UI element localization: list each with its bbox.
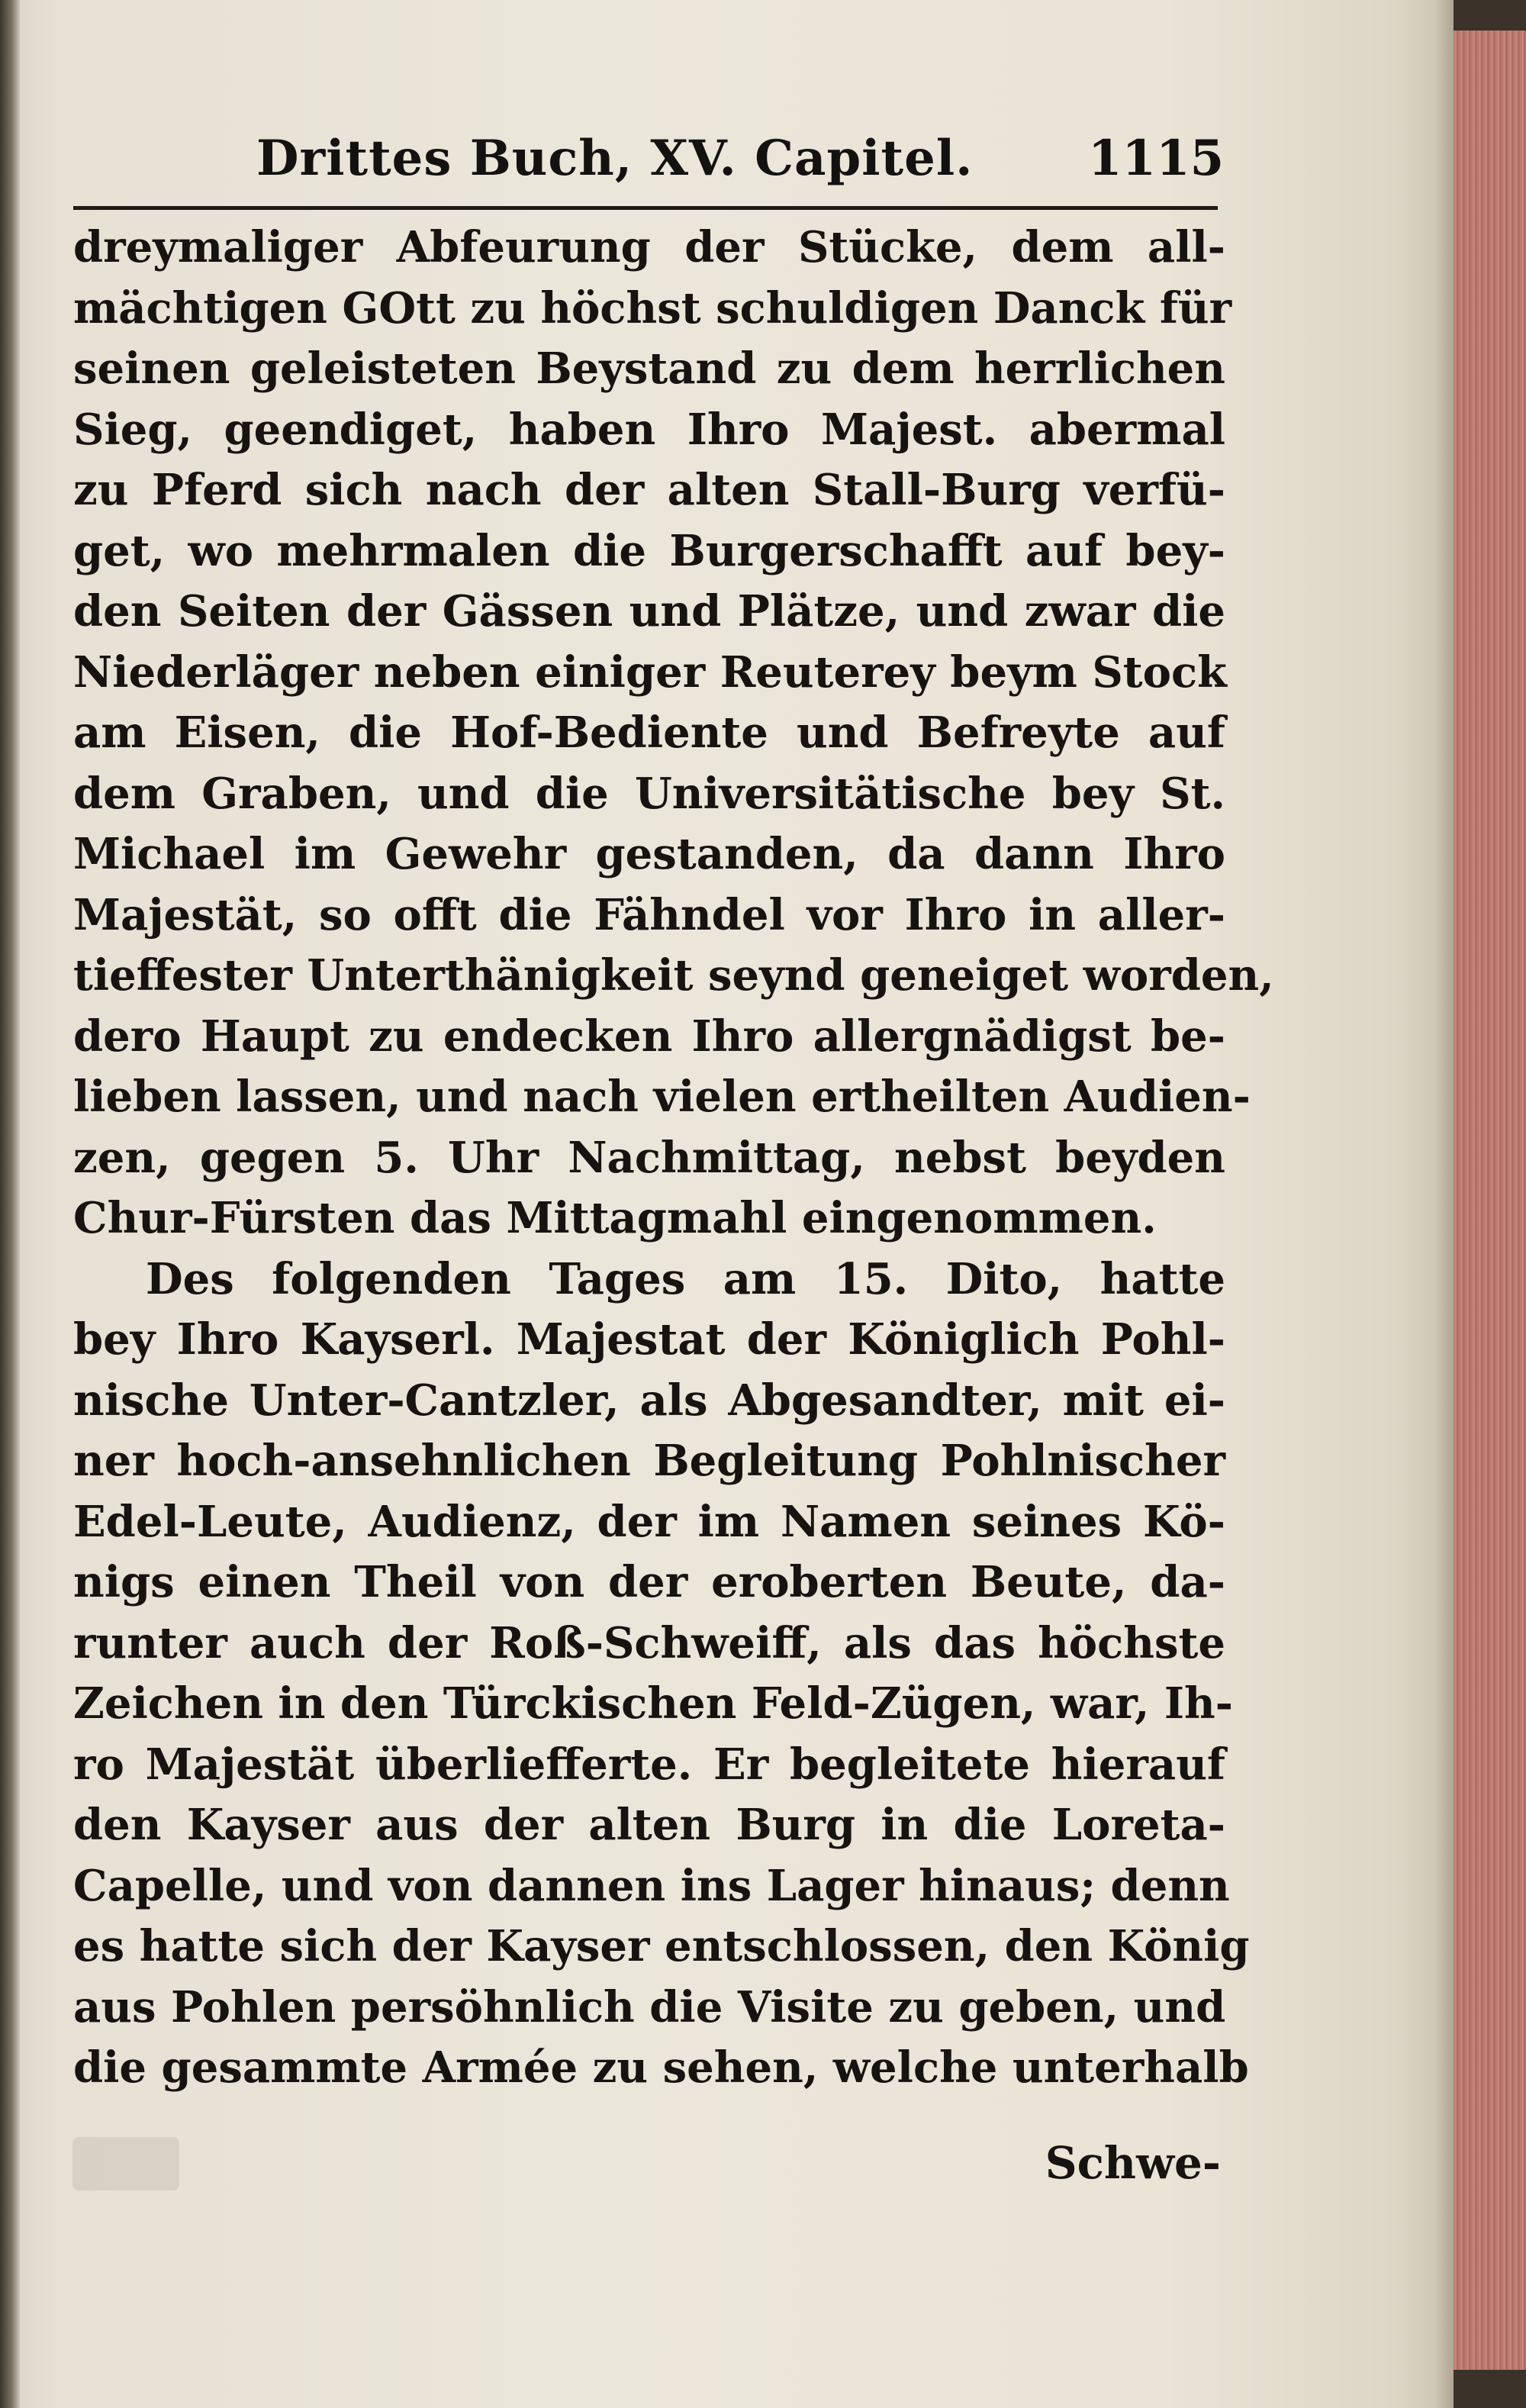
text-line: Sieg, geendiget, haben Ihro Majest. abermal xyxy=(73,404,1225,455)
text-line: Edel-Leute, Audienz, der im Namen seines Kö- xyxy=(73,1496,1225,1547)
text-line: Michael im Gewehr gestanden, da dann Ihro xyxy=(73,829,1225,879)
book-fore-edge xyxy=(1454,0,1526,2408)
text-line: zu Pferd sich nach der alten Stall-Burg verfü- xyxy=(73,465,1225,515)
text-line: die gesammte Armée zu sehen, welche unterhalb xyxy=(73,2042,1249,2093)
text-line: dem Graben, und die Universitätische bey St. xyxy=(73,768,1225,819)
running-title: Drittes Buch, XV. Capitel. xyxy=(256,130,974,187)
scan-background-top xyxy=(1454,0,1526,31)
text-line: Capelle, und von dannen ins Lager hinaus; denn xyxy=(73,1860,1230,1911)
catchword: Schwe- xyxy=(1045,2137,1221,2189)
text-line: Chur-Fürsten das Mittagmahl eingenommen. xyxy=(73,1193,1157,1243)
text-line: Niederläger neben einiger Reuterey beym Stock xyxy=(73,646,1227,698)
text-line: es hatte sich der Kayser entschlossen, den König xyxy=(73,1921,1250,1971)
text-line: ro Majestät überliefferte. Er begleitete hierauf xyxy=(73,1739,1225,1790)
text-line: mächtigen GOtt zu höchst schuldigen Danck für xyxy=(73,282,1232,334)
text-line: nische Unter-Cantzler, als Abgesandter, mit ei- xyxy=(73,1375,1225,1426)
scan-background-bottom xyxy=(1454,2370,1526,2408)
text-line: bey Ihro Kayserl. Majestat der Königlich Pohl- xyxy=(73,1314,1225,1365)
text-line: Zeichen in den Türckischen Feld-Zügen, war, Ih- xyxy=(73,1678,1233,1729)
text-line: lieben lassen, und nach vielen ertheilten Audien- xyxy=(73,1072,1251,1122)
text-line: aus Pohlen persöhnlich die Visite zu geben, und xyxy=(73,1981,1226,2032)
text-line: Majestät, so offt die Fähndel vor Ihro in aller- xyxy=(73,889,1225,940)
text-line: dero Haupt zu endecken Ihro allergnädigst be- xyxy=(73,1011,1225,1062)
page-number: 1115 xyxy=(1088,130,1225,187)
text-line: tieffester Unterthänigkeit seynd geneiget worden, xyxy=(73,950,1274,1001)
page-header xyxy=(73,130,1225,198)
body-text xyxy=(73,218,1274,2099)
text-line: runter auch der Roß-Schweiff, als das höchste xyxy=(73,1617,1225,1668)
header-rule xyxy=(73,206,1218,210)
text-line: am Eisen, die Hof-Bediente und Befreyte auf xyxy=(73,708,1225,758)
text-line: dreymaliger Abfeurung der Stücke, dem all- xyxy=(73,222,1225,272)
text-line: ner hoch-ansehnlichen Begleitung Pohlnischer xyxy=(73,1436,1225,1486)
text-line: den Kayser aus der alten Burg in die Loreta- xyxy=(73,1800,1225,1850)
text-line: zen, gegen 5. Uhr Nachmittag, nebst beyden xyxy=(73,1132,1225,1183)
text-line: nigs einen Theil von der eroberten Beute, da- xyxy=(73,1557,1225,1607)
binding-gutter xyxy=(0,0,20,2408)
text-line: den Seiten der Gässen und Plätze, und zwar die xyxy=(73,586,1225,637)
faint-stamp-mark xyxy=(72,2137,179,2190)
paragraph-first-line: Des folgenden Tages am 15. Dito, hatte xyxy=(146,1253,1225,1304)
text-line: seinen geleisteten Beystand zu dem herrlichen xyxy=(73,343,1225,394)
text-line: get, wo mehrmalen die Burgerschafft auf bey- xyxy=(73,525,1225,576)
